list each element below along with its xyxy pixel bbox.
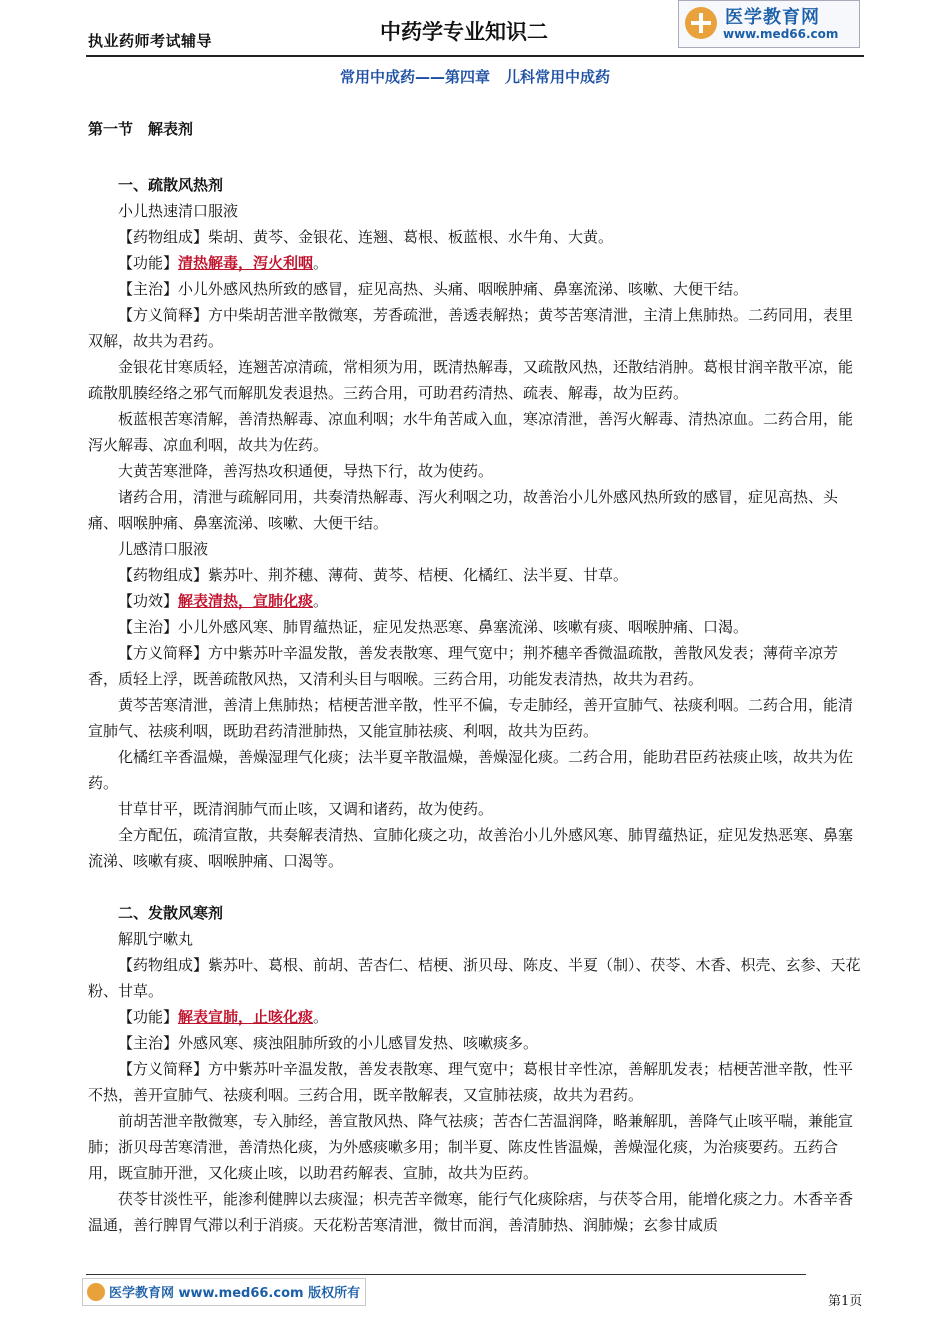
drug-function: [88, 588, 864, 614]
function-label: 【功能】: [118, 254, 179, 272]
header-center-title: 中药学专业知识二: [380, 20, 548, 44]
header-left-title: 执业药师考试辅导: [88, 32, 213, 50]
period: 。: [313, 1008, 329, 1026]
drug-function: [88, 250, 864, 276]
function-highlight: 解表宣肺，止咳化痰: [178, 1008, 314, 1026]
drug-name: 儿感清口服液: [118, 540, 209, 558]
medical-cross-icon: [685, 7, 717, 39]
footer-logo[interactable]: [82, 1278, 366, 1306]
formula-explanation: 【方义简释】方中紫苏叶辛温发散，善发表散寒、理气宽中；荆芥穗辛香微温疏散，善散风发表；薄荷辛凉芳香，质轻上浮，既善疏散风热，又清利头目与咽喉。三药合用，功能发表清热，故共为君药。: [88, 644, 839, 688]
footer-divider: [86, 1274, 806, 1275]
medical-cross-icon: [87, 1283, 105, 1301]
drug-composition: 【药物组成】紫苏叶、葛根、前胡、苦杏仁、桔梗、浙贝母、陈皮、半夏（制）、茯苓、木香、枳壳、玄参、天花粉、甘草。: [88, 956, 861, 1000]
paragraph: 甘草甘平，既清润肺气而止咳，又调和诸药，故为使药。: [118, 800, 494, 818]
footer-logo-text: 医学教育网 www.med66.com 版权所有: [109, 1286, 361, 1301]
paragraph: 全方配伍，疏清宣散，共奏解表清热、宣肺化痰之功，故善治小儿外感风寒、肺胃蕴热证，症见发热恶寒、鼻塞流涕、咳嗽有痰、咽喉肿痛、口渴等。: [88, 826, 854, 870]
subsection-heading: 二、发散风寒剂: [118, 904, 224, 922]
function-label: 【功效】: [118, 592, 179, 610]
drug-composition: 【药物组成】柴胡、黄芩、金银花、连翘、葛根、板蓝根、水牛角、大黄。: [118, 228, 614, 246]
paragraph: 茯苓甘淡性平，能渗利健脾以去痰湿；枳壳苦辛微寒，能行气化痰除痞，与茯苓合用，能增化痰之力。木香辛香温通，善行脾胃气滞以利于消痰。天花粉苦寒清泄，微甘而润，善清肺热、润肺燥；玄参甘咸质: [88, 1190, 854, 1234]
period: 。: [313, 254, 329, 272]
spacer: [88, 874, 864, 900]
page-header: [0, 0, 950, 60]
subsection-heading: 一、疏散风热剂: [118, 176, 224, 194]
drug-composition: 【药物组成】紫苏叶、荆芥穗、薄荷、黄芩、桔梗、化橘红、法半夏、甘草。: [118, 566, 629, 584]
logo-title: 医学教育网: [725, 7, 820, 28]
chapter-subtitle: 常用中成药——第四章 儿科常用中成药: [339, 68, 610, 86]
page-number: 第1页: [828, 1294, 863, 1309]
logo-url[interactable]: www.med66.com: [723, 27, 839, 41]
function-label: 【功能】: [118, 1008, 179, 1026]
paragraph: 金银花甘寒质轻，连翘苦凉清疏，常相须为用，既清热解毒，又疏散风热，还散结消肿。葛根甘润辛散平凉，能疏散肌腠经络之邪气而解肌发表退热。三药合用，可助君药清热、疏表、解毒，故为臣药。: [88, 358, 854, 402]
paragraph: 大黄苦寒泄降，善泻热攻积通便，导热下行，故为使药。: [118, 462, 494, 480]
function-highlight: 清热解毒，泻火利咽: [178, 254, 314, 272]
section-heading: 第一节 解表剂: [88, 120, 194, 138]
period: 。: [313, 592, 329, 610]
drug-name: 小儿热速清口服液: [118, 202, 239, 220]
paragraph: 诸药合用，清泄与疏解同用，共奏清热解毒、泻火利咽之功，故善治小儿外感风热所致的感冒，症见高热、头痛、咽喉肿痛、鼻塞流涕、咳嗽、大便干结。: [88, 488, 839, 532]
formula-explanation: 【方义简释】方中柴胡苦泄辛散微寒，芳香疏泄，善透表解热；黄芩苦寒清泄，主清上焦肺热。二药同用，表里双解，故共为君药。: [88, 306, 854, 350]
paragraph: 化橘红辛香温燥，善燥湿理气化痰；法半夏辛散温燥，善燥湿化痰。二药合用，能助君臣药祛痰止咳，故共为佐药。: [88, 748, 854, 792]
formula-explanation: 【方义简释】方中紫苏叶辛温发散，善发表散寒、理气宽中；葛根甘辛性凉，善解肌发表；桔梗苦泄辛散，性平不热，善开宣肺气、祛痰利咽。三药合用，既辛散解表，又宣肺祛痰，故共为君药。: [88, 1060, 854, 1104]
function-highlight: 解表清热，宣肺化痰: [178, 592, 314, 610]
drug-indication: 【主治】小儿外感风热所致的感冒，症见高热、头痛、咽喉肿痛、鼻塞流涕、咳嗽、大便干结。: [118, 280, 749, 298]
paragraph: 板蓝根苦寒清解，善清热解毒、凉血利咽；水牛角苦咸入血，寒凉清泄，善泻火解毒、清热凉血。二药合用，能泻火解毒、凉血利咽，故共为佐药。: [88, 410, 854, 454]
paragraph: 黄芩苦寒清泄，善清上焦肺热；桔梗苦泄辛散，性平不偏，专走肺经，善开宣肺气、祛痰利咽。二药合用，能清宣肺气、祛痰利咽，既助君药清泄肺热，又能宣肺祛痰、利咽，故共为臣药。: [88, 696, 854, 740]
paragraph: 前胡苦泄辛散微寒，专入肺经，善宣散风热、降气祛痰；苦杏仁苦温润降，略兼解肌，善降气止咳平喘，兼能宣肺；浙贝母苦寒清泄，善清热化痰，为外感痰嗽多用；制半夏、陈皮性皆温燥，善燥湿化痰，为治痰要药。五药合用，既宣肺开泄，又化痰止咳，以助君药解表、宣肺，故共为臣药。: [88, 1112, 854, 1182]
drug-name: 解肌宁嗽丸: [118, 930, 194, 948]
header-divider: [86, 55, 864, 57]
document-body: [88, 116, 864, 1238]
site-logo[interactable]: [678, 0, 860, 48]
drug-indication: 【主治】外感风寒、痰浊阻肺所致的小儿感冒发热、咳嗽痰多。: [118, 1034, 539, 1052]
drug-function: [88, 1004, 864, 1030]
drug-indication: 【主治】小儿外感风寒、肺胃蕴热证，症见发热恶寒、鼻塞流涕、咳嗽有痰、咽喉肿痛、口渴。: [118, 618, 749, 636]
